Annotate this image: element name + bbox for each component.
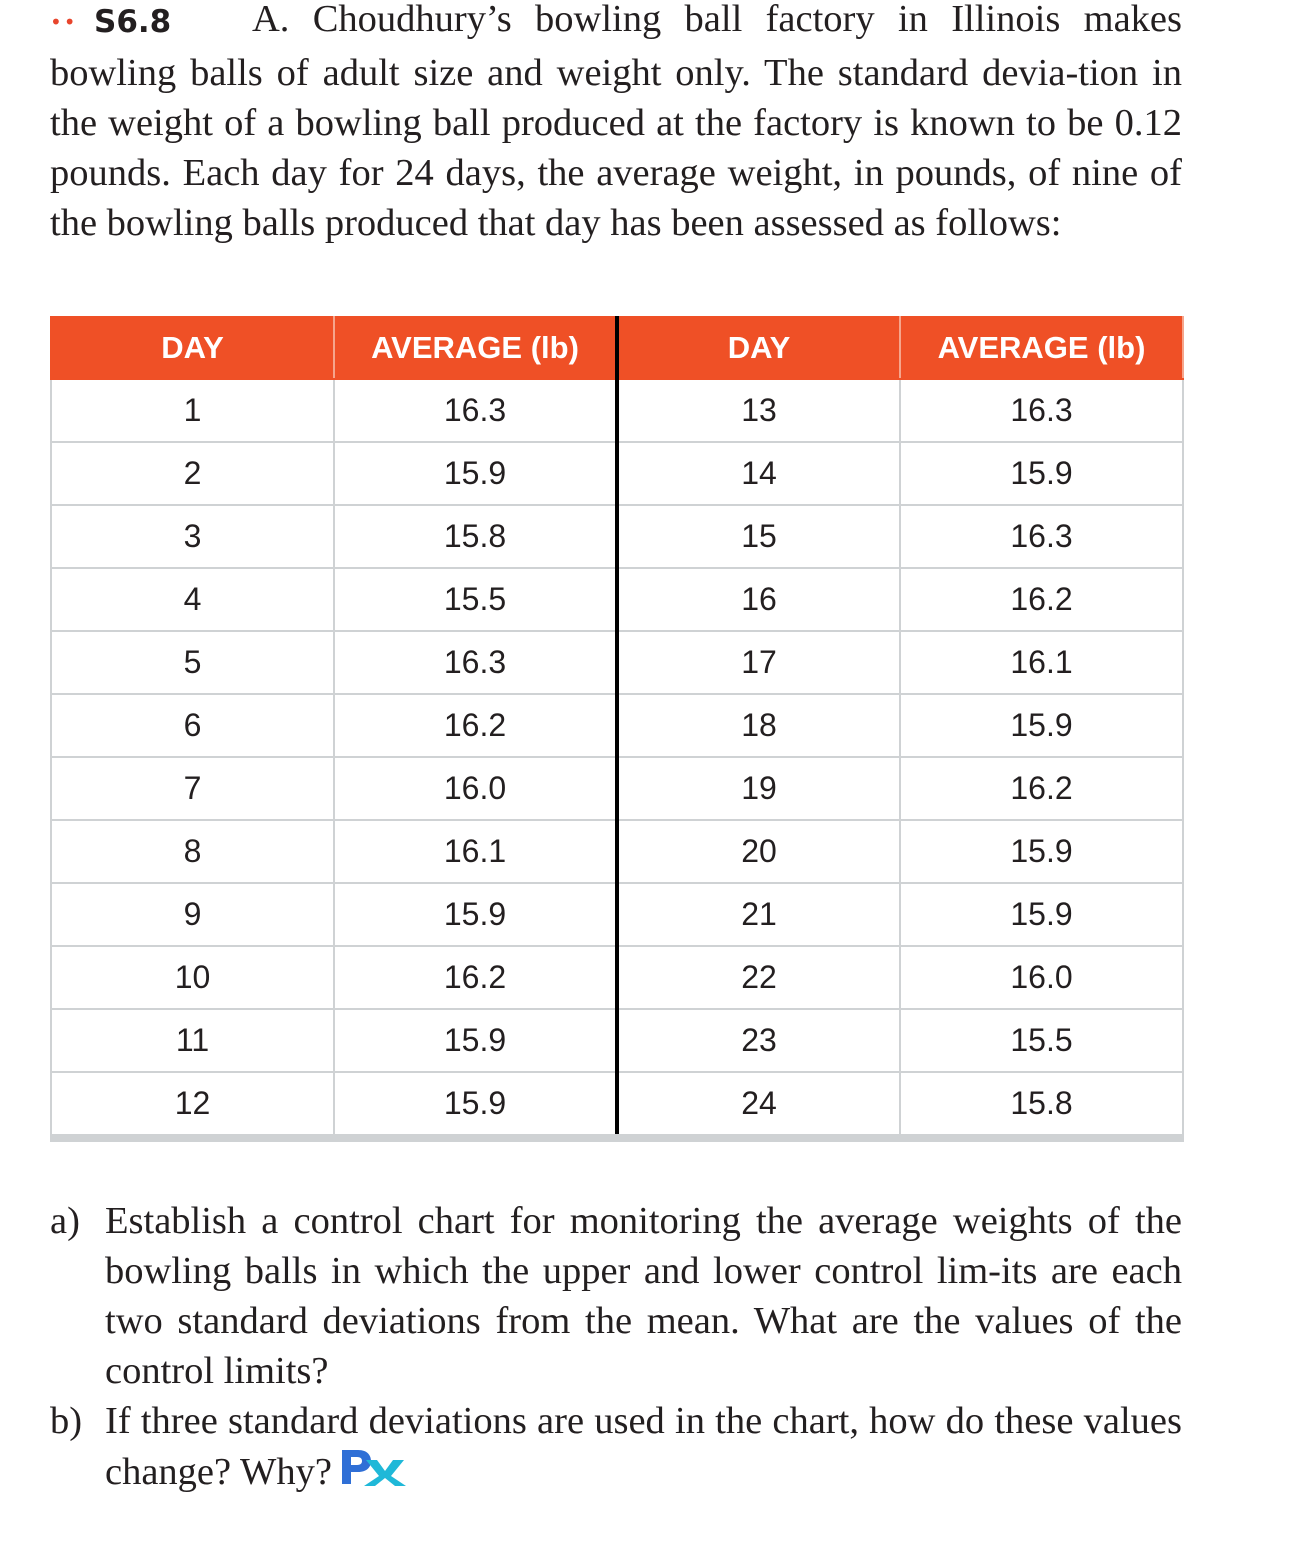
table-header-row (51, 317, 1183, 379)
cell-average: 16.0 (334, 757, 617, 820)
problem-intro-text: bowling balls of adult size and weight only. The standard devia-tion in the weight of a bowling ball produced at the factory is known to be 0.12 pounds. Each day for 24 days, the average weight, in pounds, of nine of the bowling balls produced that day has been assessed as follows: (50, 52, 1182, 244)
question-label: a) (50, 1200, 80, 1242)
cell-average: 16.2 (900, 568, 1183, 631)
cell-day: 10 (51, 946, 334, 1009)
cell-average: 15.8 (334, 505, 617, 568)
px-icon[interactable] (340, 1446, 410, 1486)
cell-day: 24 (617, 1072, 900, 1138)
problem-statement (50, 0, 1182, 248)
cell-average: 16.3 (334, 631, 617, 694)
cell-day: 1 (51, 379, 334, 442)
question-text: If three standard deviations are used in the chart, how do these values change? Why? (105, 1400, 1182, 1493)
table-row (51, 379, 1183, 442)
cell-day: 6 (51, 694, 334, 757)
cell-day: 23 (617, 1009, 900, 1072)
cell-day: 12 (51, 1072, 334, 1138)
cell-average: 15.9 (900, 694, 1183, 757)
problem-number: S6.8 (94, 4, 172, 40)
cell-day: 21 (617, 883, 900, 946)
table-row (51, 1009, 1183, 1072)
cell-day: 7 (51, 757, 334, 820)
cell-average: 15.9 (334, 1072, 617, 1138)
cell-day: 2 (51, 442, 334, 505)
questions (50, 1196, 1182, 1497)
cell-average: 15.9 (900, 442, 1183, 505)
cell-day: 8 (51, 820, 334, 883)
table-row (51, 505, 1183, 568)
cell-average: 16.3 (900, 505, 1183, 568)
header-average-2: AVERAGE (lb) (900, 317, 1183, 379)
cell-average: 16.2 (334, 694, 617, 757)
header-day-2: DAY (617, 317, 900, 379)
cell-day: 14 (617, 442, 900, 505)
header-average-1: AVERAGE (lb) (334, 317, 617, 379)
cell-day: 18 (617, 694, 900, 757)
table-row (51, 694, 1183, 757)
cell-day: 17 (617, 631, 900, 694)
cell-average: 15.9 (900, 883, 1183, 946)
cell-day: 4 (51, 568, 334, 631)
cell-average: 15.5 (334, 568, 617, 631)
table-row (51, 1072, 1183, 1138)
table-row (51, 631, 1183, 694)
header-day-1: DAY (51, 317, 334, 379)
question-text-wrap (105, 1396, 1182, 1497)
question-label: b) (50, 1400, 83, 1442)
cell-day: 16 (617, 568, 900, 631)
difficulty-dots: •• (50, 10, 78, 34)
problem-intro-first-line: A. Choudhury’s bowling ball factory in Illinois makes (252, 0, 1182, 40)
bowling-weight-table (50, 316, 1184, 1142)
px-icon-x (364, 1460, 406, 1486)
table-row (51, 442, 1183, 505)
cell-average: 16.3 (900, 379, 1183, 442)
cell-average: 16.1 (334, 820, 617, 883)
cell-day: 19 (617, 757, 900, 820)
cell-average: 16.2 (334, 946, 617, 1009)
px-icon-p (342, 1450, 371, 1484)
cell-average: 15.9 (900, 820, 1183, 883)
cell-average: 15.8 (900, 1072, 1183, 1138)
table-row (51, 820, 1183, 883)
cell-day: 15 (617, 505, 900, 568)
question-b (50, 1396, 1182, 1497)
cell-average: 15.9 (334, 883, 617, 946)
question-text: Establish a control chart for monitoring the average weights of the bowling balls in which the upper and lower control lim-its are each two standard deviations from the mean. What are the values of the control limits? (105, 1200, 1182, 1392)
cell-average: 15.5 (900, 1009, 1183, 1072)
cell-average: 16.3 (334, 379, 617, 442)
table-row (51, 757, 1183, 820)
table-row (51, 568, 1183, 631)
cell-day: 20 (617, 820, 900, 883)
cell-day: 5 (51, 631, 334, 694)
cell-day: 9 (51, 883, 334, 946)
cell-day: 3 (51, 505, 334, 568)
cell-average: 16.2 (900, 757, 1183, 820)
cell-average: 16.1 (900, 631, 1183, 694)
cell-average: 16.0 (900, 946, 1183, 1009)
problem-header (50, 0, 1182, 48)
table-body (51, 379, 1183, 1138)
table-row (51, 946, 1183, 1009)
question-a (50, 1196, 1182, 1396)
cell-day: 22 (617, 946, 900, 1009)
cell-day: 13 (617, 379, 900, 442)
table-row (51, 883, 1183, 946)
cell-average: 15.9 (334, 442, 617, 505)
cell-day: 11 (51, 1009, 334, 1072)
cell-average: 15.9 (334, 1009, 617, 1072)
